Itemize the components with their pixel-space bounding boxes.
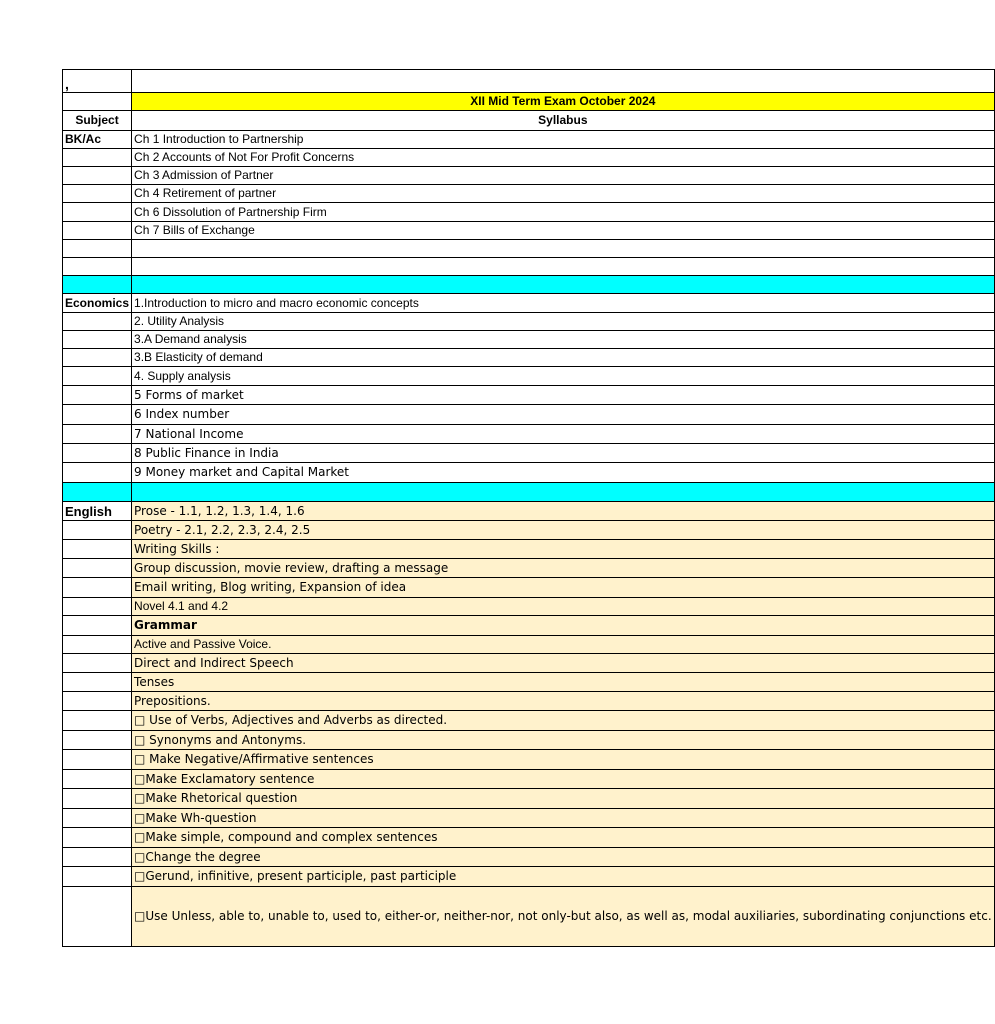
- table-row: [63, 598, 995, 616]
- table-row: [63, 867, 995, 887]
- syllabus-cell[interactable]: □Make simple, compound and complex sentences: [132, 828, 995, 848]
- sheet-cell[interactable]: [63, 887, 132, 947]
- table-row: [63, 521, 995, 540]
- syllabus-cell[interactable]: Writing Skills :: [132, 540, 995, 559]
- syllabus-cell[interactable]: 1.Introduction to micro and macro economic concepts: [132, 294, 995, 313]
- sheet-cell[interactable]: [63, 425, 132, 444]
- sheet-row: [63, 70, 995, 93]
- table-row: [63, 185, 995, 203]
- syllabus-cell[interactable]: □Make Wh-question: [132, 809, 995, 828]
- syllabus-cell[interactable]: 3.B Elasticity of demand: [132, 349, 995, 367]
- sheet-cell[interactable]: [63, 809, 132, 828]
- table-row: [63, 131, 995, 149]
- subject-bkac[interactable]: BK/Ac: [63, 131, 132, 149]
- syllabus-cell[interactable]: □Make Exclamatory sentence: [132, 770, 995, 789]
- sheet-cell[interactable]: [63, 444, 132, 463]
- table-row: [63, 149, 995, 167]
- table-row: [63, 809, 995, 828]
- table-row: [63, 731, 995, 750]
- sheet-cell[interactable]: [63, 731, 132, 750]
- table-row: [63, 828, 995, 848]
- syllabus-cell[interactable]: □Gerund, infinitive, present participle, past participle: [132, 867, 995, 887]
- syllabus-cell[interactable]: Ch 1 Introduction to Partnership: [132, 131, 995, 149]
- subject-header[interactable]: Subject: [63, 111, 132, 131]
- table-row: [63, 405, 995, 425]
- sheet-cell[interactable]: [63, 770, 132, 789]
- sheet-cell[interactable]: [63, 789, 132, 809]
- sheet-cell[interactable]: [63, 222, 132, 240]
- table-row: [63, 425, 995, 444]
- sheet-cell[interactable]: [63, 313, 132, 331]
- table-row: [63, 349, 995, 367]
- syllabus-cell[interactable]: Ch 4 Retirement of partner: [132, 185, 995, 203]
- table-row: [63, 616, 995, 636]
- separator-row: [63, 483, 995, 502]
- sheet-cell[interactable]: [63, 750, 132, 770]
- table-row: [63, 331, 995, 349]
- table-row: [63, 386, 995, 405]
- table-row: [63, 578, 995, 598]
- sheet-cell[interactable]: [63, 711, 132, 731]
- sheet-cell[interactable]: [63, 276, 132, 294]
- table-row: [63, 240, 995, 258]
- sheet-cell[interactable]: [63, 185, 132, 203]
- top-mark-cell[interactable]: ,: [63, 70, 132, 93]
- subject-economics[interactable]: Economics: [63, 294, 132, 313]
- syllabus-cell[interactable]: 3.A Demand analysis: [132, 331, 995, 349]
- table-row: [63, 750, 995, 770]
- header-row: [63, 111, 995, 131]
- syllabus-cell[interactable]: Ch 6 Dissolution of Partnership Firm: [132, 203, 995, 222]
- exam-title-cell[interactable]: XII Mid Term Exam October 2024: [132, 93, 995, 111]
- sheet-cell[interactable]: [132, 483, 995, 502]
- table-row: [63, 770, 995, 789]
- sheet-cell[interactable]: [63, 483, 132, 502]
- table-row: [63, 444, 995, 463]
- syllabus-cell[interactable]: Group discussion, movie review, drafting a message: [132, 559, 995, 578]
- table-row: [63, 711, 995, 731]
- syllabus-cell[interactable]: Active and Passive Voice.: [132, 636, 995, 654]
- sheet-cell[interactable]: [63, 386, 132, 405]
- table-row: [63, 294, 995, 313]
- sheet-cell[interactable]: [63, 578, 132, 598]
- syllabus-cell[interactable]: □Change the degree: [132, 848, 995, 867]
- table-row: [63, 203, 995, 222]
- syllabus-cell[interactable]: 8 Public Finance in India: [132, 444, 995, 463]
- sheet-cell[interactable]: [63, 149, 132, 167]
- syllabus-cell[interactable]: 2. Utility Analysis: [132, 313, 995, 331]
- sheet-cell[interactable]: [63, 367, 132, 386]
- syllabus-cell[interactable]: Prose - 1.1, 1.2, 1.3, 1.4, 1.6: [132, 502, 995, 521]
- table-row: [63, 167, 995, 185]
- sheet-cell[interactable]: [63, 848, 132, 867]
- syllabus-cell[interactable]: Email writing, Blog writing, Expansion of idea: [132, 578, 995, 598]
- sheet-cell[interactable]: [132, 258, 995, 276]
- syllabus-cell[interactable]: Tenses: [132, 673, 995, 692]
- table-row: [63, 692, 995, 711]
- table-row: [63, 367, 995, 386]
- table-row: [63, 673, 995, 692]
- separator-row: [63, 276, 995, 294]
- syllabus-cell[interactable]: 9 Money market and Capital Market: [132, 463, 995, 483]
- sheet-cell[interactable]: [63, 349, 132, 367]
- syllabus-header[interactable]: Syllabus: [132, 111, 995, 131]
- table-row: [63, 540, 995, 559]
- table-row: [63, 654, 995, 673]
- syllabus-cell[interactable]: □ Use of Verbs, Adjectives and Adverbs as directed.: [132, 711, 995, 731]
- table-row: [63, 636, 995, 654]
- syllabus-cell[interactable]: Novel 4.1 and 4.2: [132, 598, 995, 616]
- table-row: [63, 848, 995, 867]
- sheet-cell[interactable]: [63, 867, 132, 887]
- table-row: [63, 258, 995, 276]
- grammar-heading-cell[interactable]: Grammar: [132, 616, 995, 636]
- syllabus-sheet: [62, 69, 995, 947]
- syllabus-cell[interactable]: Ch 3 Admission of Partner: [132, 167, 995, 185]
- table-row: [63, 789, 995, 809]
- syllabus-cell[interactable]: Ch 7 Bills of Exchange: [132, 222, 995, 240]
- syllabus-cell[interactable]: Poetry - 2.1, 2.2, 2.3, 2.4, 2.5: [132, 521, 995, 540]
- sheet-cell[interactable]: [63, 240, 132, 258]
- sheet-cell[interactable]: [63, 636, 132, 654]
- sheet-cell[interactable]: [63, 616, 132, 636]
- syllabus-cell[interactable]: Prepositions.: [132, 692, 995, 711]
- sheet-cell[interactable]: [63, 598, 132, 616]
- table-row: [63, 313, 995, 331]
- sheet-cell[interactable]: [63, 203, 132, 222]
- sheet-cell[interactable]: [63, 93, 132, 111]
- syllabus-cell[interactable]: Ch 2 Accounts of Not For Profit Concerns: [132, 149, 995, 167]
- syllabus-cell[interactable]: 4. Supply analysis: [132, 367, 995, 386]
- sheet-cell[interactable]: [63, 521, 132, 540]
- sheet-cell[interactable]: [132, 70, 995, 93]
- sheet-cell[interactable]: [63, 654, 132, 673]
- syllabus-cell[interactable]: □Make Rhetorical question: [132, 789, 995, 809]
- table-row: [63, 463, 995, 483]
- syllabus-cell[interactable]: 7 National Income: [132, 425, 995, 444]
- sheet-cell[interactable]: [63, 167, 132, 185]
- table-row: [63, 887, 995, 947]
- syllabus-cell[interactable]: 6 Index number: [132, 405, 995, 425]
- sheet-cell[interactable]: [63, 692, 132, 711]
- sheet-cell[interactable]: [63, 828, 132, 848]
- sheet-cell[interactable]: [63, 258, 132, 276]
- syllabus-cell[interactable]: 5 Forms of market: [132, 386, 995, 405]
- sheet-cell[interactable]: [63, 540, 132, 559]
- syllabus-cell[interactable]: □Use Unless, able to, unable to, used to, either-or, neither-nor, not only-but also, as well as, modal auxiliaries, subordinating conjunctions etc.: [132, 887, 995, 947]
- sheet-cell[interactable]: [63, 673, 132, 692]
- syllabus-cell[interactable]: Direct and Indirect Speech: [132, 654, 995, 673]
- sheet-row: [63, 93, 995, 111]
- sheet-cell[interactable]: [63, 463, 132, 483]
- subject-english[interactable]: English: [63, 502, 132, 521]
- table-row: [63, 502, 995, 521]
- syllabus-cell[interactable]: □ Make Negative/Affirmative sentences: [132, 750, 995, 770]
- syllabus-cell[interactable]: □ Synonyms and Antonyms.: [132, 731, 995, 750]
- sheet-cell[interactable]: [63, 405, 132, 425]
- table-row: [63, 222, 995, 240]
- sheet-cell[interactable]: [63, 559, 132, 578]
- sheet-cell[interactable]: [132, 240, 995, 258]
- sheet-cell[interactable]: [63, 331, 132, 349]
- sheet-cell[interactable]: [132, 276, 995, 294]
- table-row: [63, 559, 995, 578]
